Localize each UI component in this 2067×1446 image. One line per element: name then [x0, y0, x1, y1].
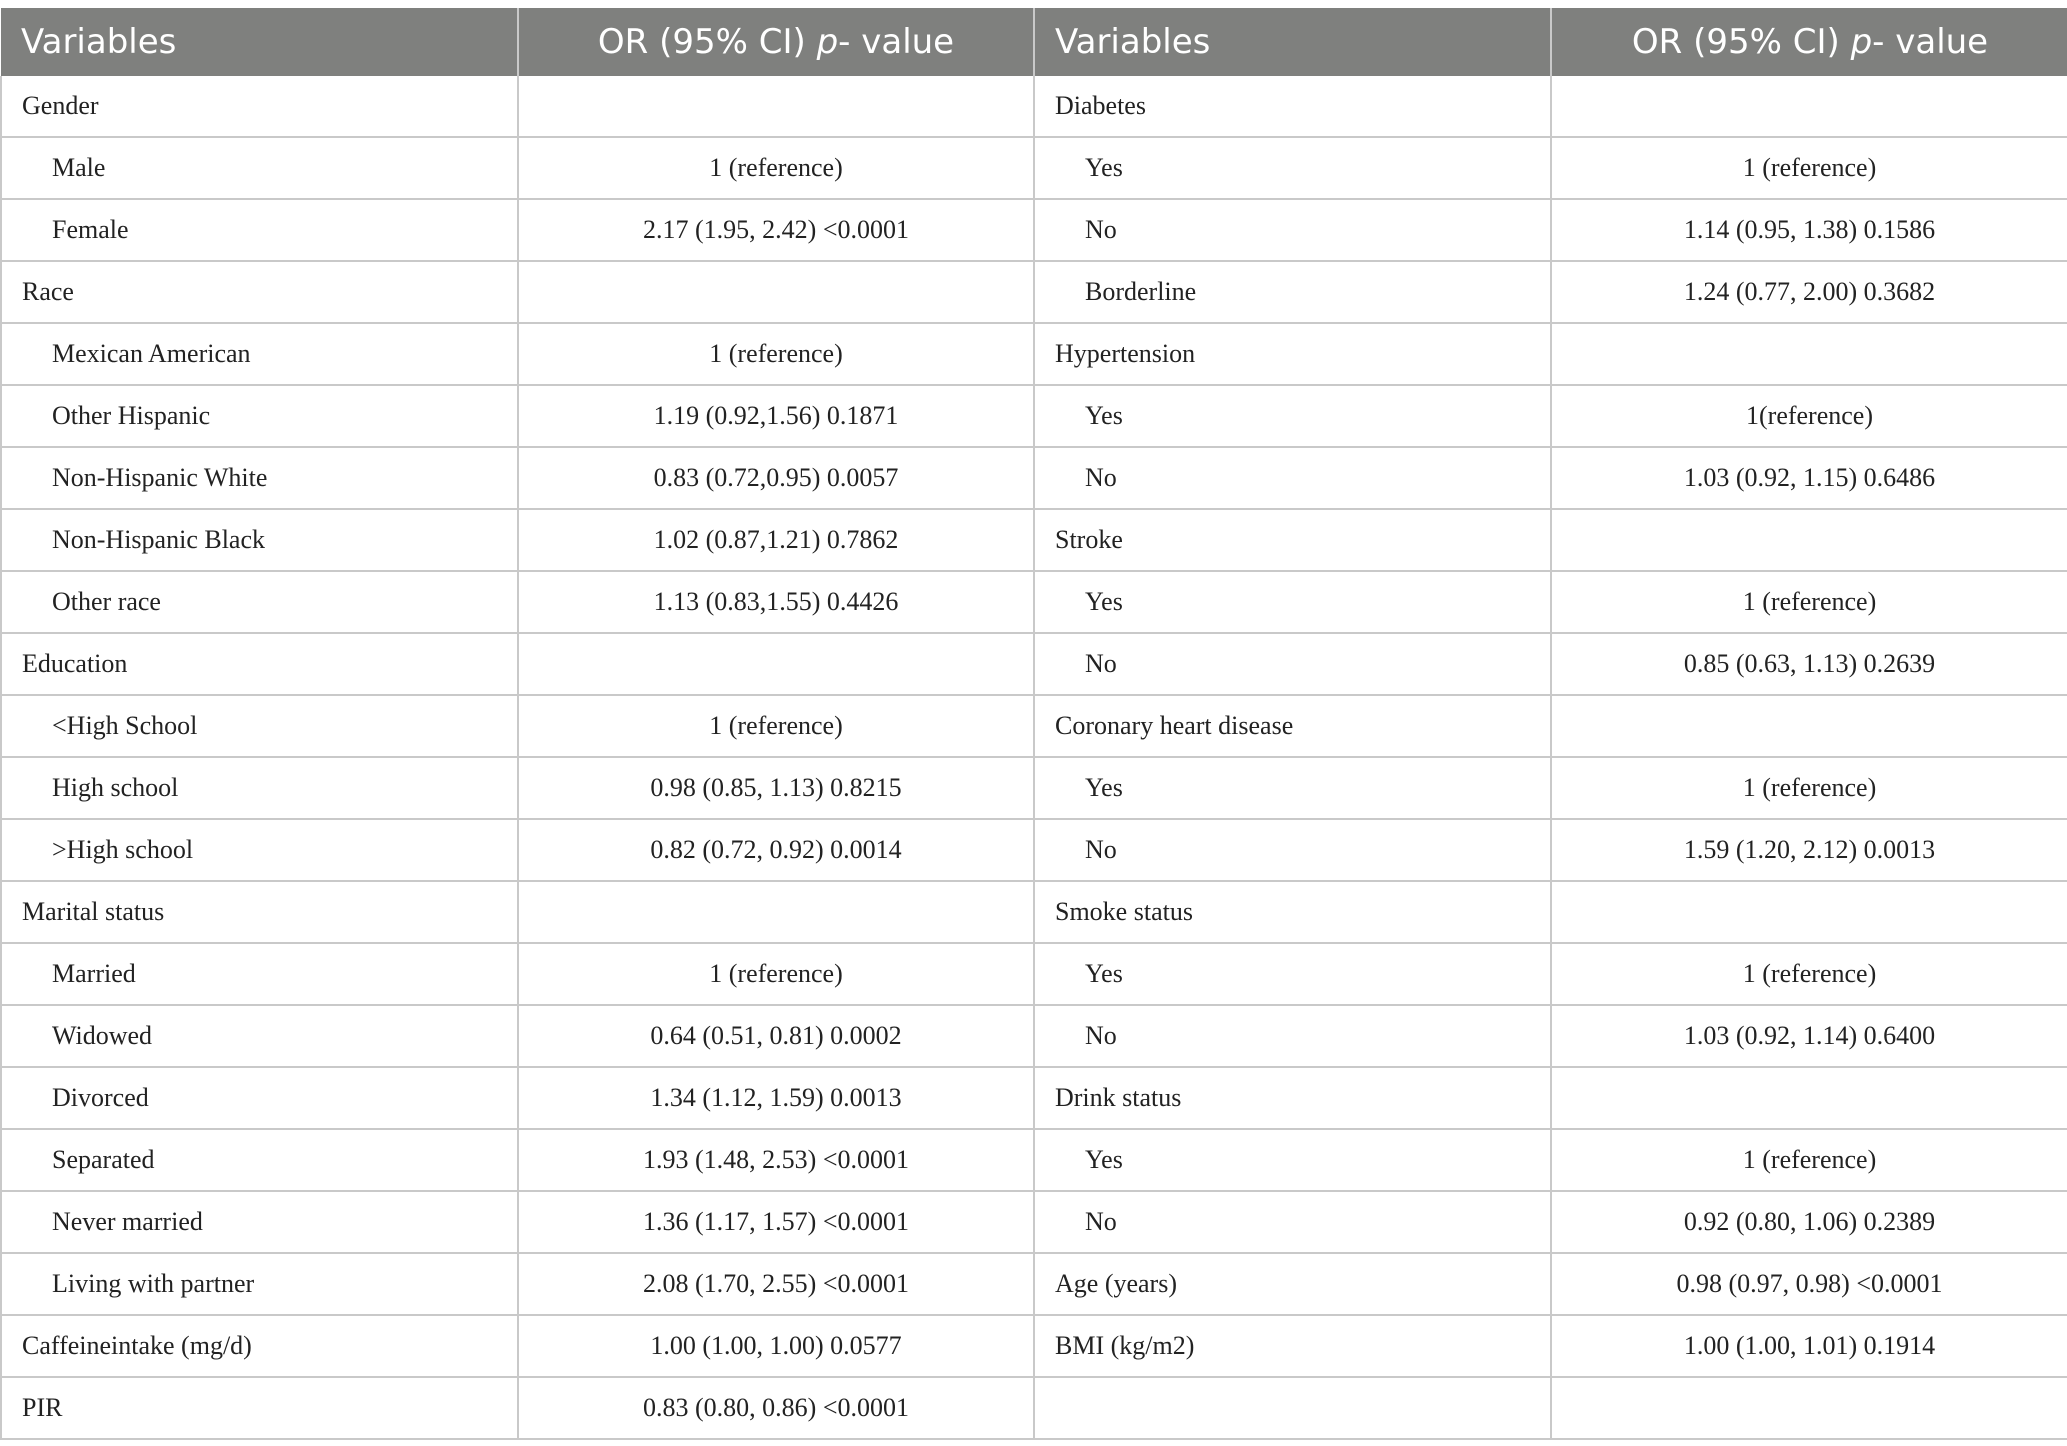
right-value-cell: 0.98 (0.97, 0.98) <0.0001 — [1551, 1253, 2067, 1315]
right-value-cell: 1 (reference) — [1551, 571, 2067, 633]
right-variable-cell: Smoke status — [1034, 881, 1551, 943]
table-body — [1, 76, 2067, 1439]
right-variable-cell: No — [1034, 633, 1551, 695]
table-row — [1, 1067, 2067, 1129]
header-variables-left: Variables — [1, 8, 518, 76]
left-variable-cell: Separated — [1, 1129, 518, 1191]
right-variable-cell: No — [1034, 199, 1551, 261]
left-variable-cell: >High school — [1, 819, 518, 881]
table-row — [1, 323, 2067, 385]
header-or-prefix: OR (95% CI) — [1631, 22, 1851, 62]
left-variable-cell: Living with partner — [1, 1253, 518, 1315]
right-value-cell: 1.03 (0.92, 1.15) 0.6486 — [1551, 447, 2067, 509]
header-or-p: p — [1850, 22, 1873, 62]
table-row — [1, 1315, 2067, 1377]
right-value-cell — [1551, 1067, 2067, 1129]
left-variable-cell: Caffeineintake (mg/d) — [1, 1315, 518, 1377]
left-variable-cell: Non-Hispanic White — [1, 447, 518, 509]
left-value-cell: 1.93 (1.48, 2.53) <0.0001 — [518, 1129, 1034, 1191]
left-value-cell: 1.13 (0.83,1.55) 0.4426 — [518, 571, 1034, 633]
table-row — [1, 385, 2067, 447]
right-value-cell — [1551, 509, 2067, 571]
right-value-cell: 0.85 (0.63, 1.13) 0.2639 — [1551, 633, 2067, 695]
left-variable-cell: Gender — [1, 76, 518, 137]
left-value-cell: 1.00 (1.00, 1.00) 0.0577 — [518, 1315, 1034, 1377]
right-variable-cell — [1034, 1377, 1551, 1439]
results-table-container — [0, 8, 2067, 1440]
left-variable-cell: Male — [1, 137, 518, 199]
right-value-cell: 1 (reference) — [1551, 137, 2067, 199]
left-value-cell: 1.36 (1.17, 1.57) <0.0001 — [518, 1191, 1034, 1253]
table-row — [1, 1377, 2067, 1439]
right-value-cell: 1 (reference) — [1551, 943, 2067, 1005]
left-value-cell — [518, 76, 1034, 137]
right-variable-cell: No — [1034, 1191, 1551, 1253]
right-value-cell — [1551, 695, 2067, 757]
left-value-cell: 0.82 (0.72, 0.92) 0.0014 — [518, 819, 1034, 881]
left-value-cell — [518, 633, 1034, 695]
left-variable-cell: PIR — [1, 1377, 518, 1439]
header-or-left — [518, 8, 1034, 76]
header-or-prefix: OR (95% CI) — [597, 22, 817, 62]
right-value-cell: 1.59 (1.20, 2.12) 0.0013 — [1551, 819, 2067, 881]
table-row — [1, 1253, 2067, 1315]
table-row — [1, 261, 2067, 323]
right-variable-cell: Yes — [1034, 385, 1551, 447]
left-value-cell: 0.83 (0.80, 0.86) <0.0001 — [518, 1377, 1034, 1439]
left-variable-cell: Non-Hispanic Black — [1, 509, 518, 571]
table-header — [1, 8, 2067, 76]
table-row — [1, 633, 2067, 695]
left-variable-cell: High school — [1, 757, 518, 819]
left-value-cell: 1 (reference) — [518, 137, 1034, 199]
left-value-cell: 1.34 (1.12, 1.59) 0.0013 — [518, 1067, 1034, 1129]
right-value-cell: 1.24 (0.77, 2.00) 0.3682 — [1551, 261, 2067, 323]
header-variables-right: Variables — [1034, 8, 1551, 76]
left-variable-cell: Never married — [1, 1191, 518, 1253]
table-row — [1, 509, 2067, 571]
left-variable-cell: Widowed — [1, 1005, 518, 1067]
left-value-cell: 2.17 (1.95, 2.42) <0.0001 — [518, 199, 1034, 261]
right-variable-cell: Yes — [1034, 943, 1551, 1005]
left-variable-cell: Marital status — [1, 881, 518, 943]
right-value-cell — [1551, 1377, 2067, 1439]
left-variable-cell: Other race — [1, 571, 518, 633]
table-row — [1, 76, 2067, 137]
right-variable-cell: Yes — [1034, 1129, 1551, 1191]
right-variable-cell: Borderline — [1034, 261, 1551, 323]
left-variable-cell: Mexican American — [1, 323, 518, 385]
right-variable-cell: Diabetes — [1034, 76, 1551, 137]
right-variable-cell: Yes — [1034, 137, 1551, 199]
left-value-cell — [518, 881, 1034, 943]
left-value-cell: 1 (reference) — [518, 943, 1034, 1005]
right-value-cell: 1(reference) — [1551, 385, 2067, 447]
header-or-suffix: - value — [1872, 22, 1989, 62]
table-row — [1, 447, 2067, 509]
left-variable-cell: Other Hispanic — [1, 385, 518, 447]
right-variable-cell: BMI (kg/m2) — [1034, 1315, 1551, 1377]
header-row — [1, 8, 2067, 76]
right-variable-cell: Hypertension — [1034, 323, 1551, 385]
right-variable-cell: Yes — [1034, 757, 1551, 819]
header-or-right — [1551, 8, 2067, 76]
table-row — [1, 1129, 2067, 1191]
left-value-cell: 1 (reference) — [518, 695, 1034, 757]
left-variable-cell: Race — [1, 261, 518, 323]
left-value-cell: 1.19 (0.92,1.56) 0.1871 — [518, 385, 1034, 447]
left-value-cell: 0.83 (0.72,0.95) 0.0057 — [518, 447, 1034, 509]
header-or-suffix: - value — [838, 22, 955, 62]
left-variable-cell: Female — [1, 199, 518, 261]
left-value-cell: 1 (reference) — [518, 323, 1034, 385]
left-value-cell — [518, 261, 1034, 323]
left-variable-cell: <High School — [1, 695, 518, 757]
odds-ratio-table — [0, 8, 2067, 1440]
left-value-cell: 2.08 (1.70, 2.55) <0.0001 — [518, 1253, 1034, 1315]
left-variable-cell: Education — [1, 633, 518, 695]
table-row — [1, 819, 2067, 881]
table-row — [1, 943, 2067, 1005]
right-variable-cell: No — [1034, 1005, 1551, 1067]
table-row — [1, 757, 2067, 819]
right-value-cell: 1.14 (0.95, 1.38) 0.1586 — [1551, 199, 2067, 261]
right-value-cell — [1551, 323, 2067, 385]
left-value-cell: 1.02 (0.87,1.21) 0.7862 — [518, 509, 1034, 571]
left-value-cell: 0.98 (0.85, 1.13) 0.8215 — [518, 757, 1034, 819]
right-value-cell — [1551, 76, 2067, 137]
right-variable-cell: No — [1034, 819, 1551, 881]
table-row — [1, 1005, 2067, 1067]
right-value-cell: 1 (reference) — [1551, 1129, 2067, 1191]
table-row — [1, 571, 2067, 633]
right-value-cell — [1551, 881, 2067, 943]
right-variable-cell: No — [1034, 447, 1551, 509]
table-row — [1, 881, 2067, 943]
left-variable-cell: Divorced — [1, 1067, 518, 1129]
table-row — [1, 199, 2067, 261]
table-row — [1, 695, 2067, 757]
right-variable-cell: Age (years) — [1034, 1253, 1551, 1315]
right-value-cell: 0.92 (0.80, 1.06) 0.2389 — [1551, 1191, 2067, 1253]
table-row — [1, 137, 2067, 199]
right-variable-cell: Yes — [1034, 571, 1551, 633]
right-variable-cell: Stroke — [1034, 509, 1551, 571]
table-row — [1, 1191, 2067, 1253]
right-variable-cell: Drink status — [1034, 1067, 1551, 1129]
right-value-cell: 1.03 (0.92, 1.14) 0.6400 — [1551, 1005, 2067, 1067]
right-value-cell: 1 (reference) — [1551, 757, 2067, 819]
right-value-cell: 1.00 (1.00, 1.01) 0.1914 — [1551, 1315, 2067, 1377]
header-or-p: p — [816, 22, 839, 62]
left-variable-cell: Married — [1, 943, 518, 1005]
right-variable-cell: Coronary heart disease — [1034, 695, 1551, 757]
left-value-cell: 0.64 (0.51, 0.81) 0.0002 — [518, 1005, 1034, 1067]
